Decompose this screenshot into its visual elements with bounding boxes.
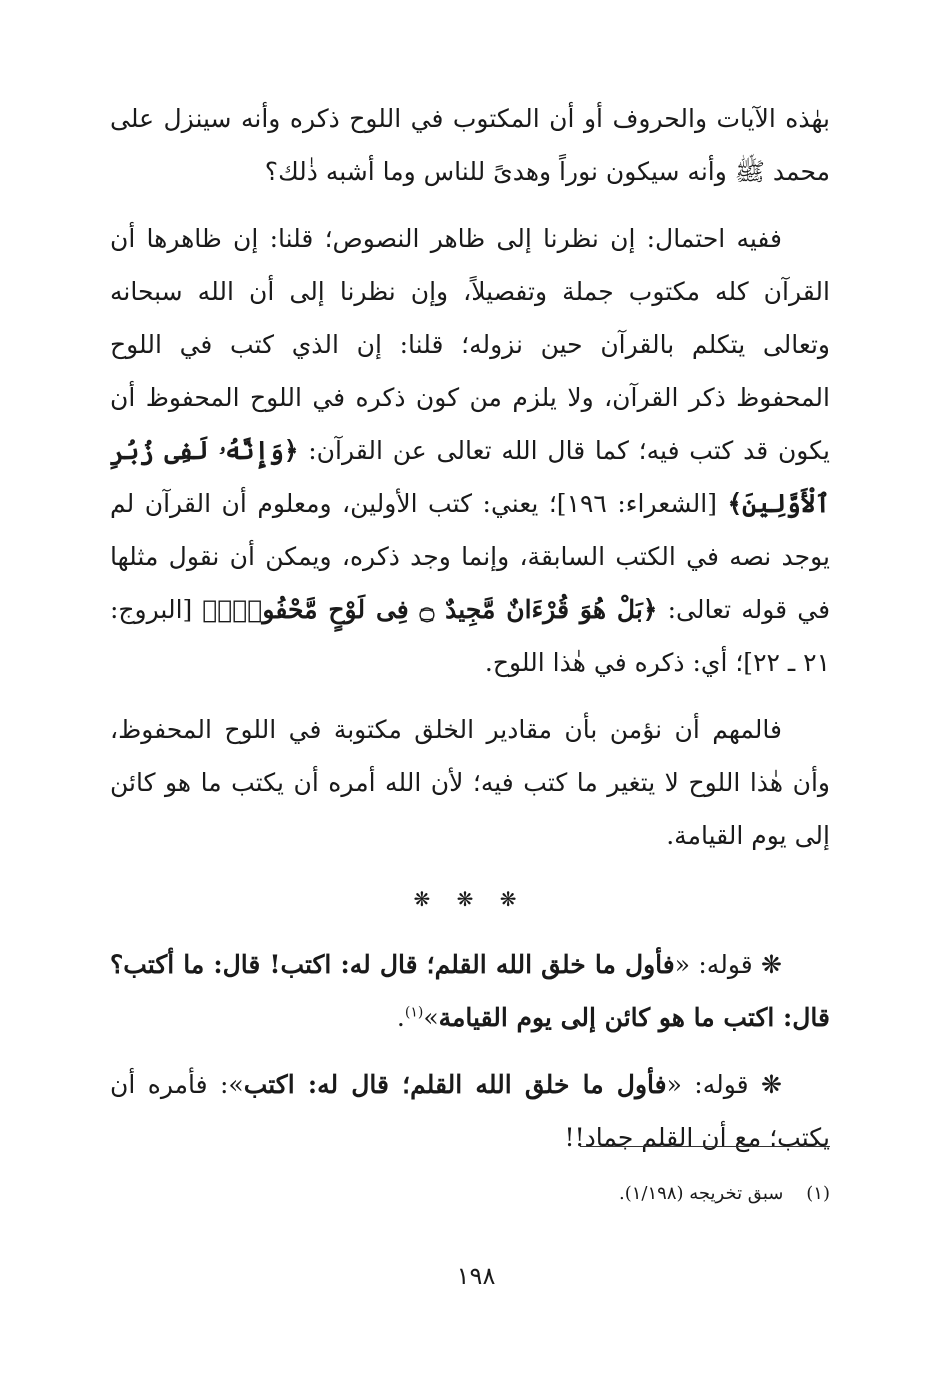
text-segment: » — [423, 1003, 439, 1032]
quran-verse: ﴿بَلْ هُوَ قُرْءَانٌ مَّجِيدٌ ۝ فِى لَوْحٍ مَّحْفُوظٍۭ﴾ — [202, 595, 658, 624]
text-segment: فأول ما خلق الله القلم؛ قال له: اكتب — [243, 1070, 667, 1099]
commentary-paragraph — [110, 1058, 830, 1164]
text-segment: ففيه احتمال: إن نظرنا إلى ظاهر النصوص؛ قلنا: إن ظاهرها أن القرآن كله مكتوب جملة وتفصيلاً، وإن نظرنا إلى أن الله سبحانه وتعالى يتكلم بالقرآن حين نزوله؛ قلنا: إن الذي كتب في اللوح المحفوظ ذكر القرآن، ولا يلزم من كون ذكره في اللوح المحفوظ أن يكون قد كتب فيه؛ كما قال الله تعالى عن القرآن: — [110, 224, 830, 465]
commentary-paragraph — [110, 938, 830, 1044]
page-number: ١٩٨ — [456, 1262, 496, 1290]
quran-verse: ﴿وَإِنَّهُۥ لَفِى زُبُرِ ٱلْأَوَّلِينَ﴾ — [110, 436, 830, 518]
footnote-marker: (١) — [806, 1183, 830, 1204]
text-segment: . — [396, 1003, 405, 1032]
page-body — [110, 92, 830, 1178]
text-segment: [الشعراء: ١٩٦]؛ يعني: كتب الأولين، ومعلوم أن القرآن لم يوجد نصه في الكتب السابقة، وإنما وجد ذكره، ويمكن أن نقول مثلها في قوله تعالى: — [110, 489, 831, 624]
body-paragraph — [110, 92, 830, 198]
footnote-reference: (١) — [404, 1004, 424, 1021]
main-text — [110, 92, 830, 862]
text-segment: »: فأمره أن يكتب؛ مع أن القلم جماد!! — [110, 1070, 830, 1152]
footnote — [230, 1180, 830, 1208]
body-paragraph — [110, 703, 830, 862]
commentary-section — [110, 938, 830, 1164]
text-segment: فالمهم أن نؤمن بأن مقادير الخلق مكتوبة في اللوح المحفوظ، وأن هٰذا اللوح لا يتغير ما كتب فيه؛ لأن الله أمره أن يكتب ما هو كائن إلى يوم القيامة. — [110, 715, 830, 850]
body-paragraph — [110, 212, 830, 689]
footnote-text: سبق تخريجه (١/١٩٨). — [619, 1183, 784, 1204]
footnote-divider — [580, 1146, 830, 1147]
text-segment: [البروج: ٢١ ـ ٢٢]؛ أي: ذكره في هٰذا اللوح. — [110, 595, 830, 677]
section-separator: ❋ ❋ ❋ — [413, 887, 527, 911]
text-segment: بهٰذه الآيات والحروف أو أن المكتوب في اللوح ذكره وأنه سينزل على محمد ﷺ وأنه سيكون نوراً وهدىً للناس وما أشبه ذٰلك؟ — [110, 104, 830, 186]
text-segment: ❋ قوله: « — [674, 950, 782, 979]
text-segment: ❋ قوله: « — [666, 1070, 782, 1099]
text-segment: فأول ما خلق الله القلم؛ قال له: اكتب! قال: ما أكتب؟ قال: اكتب ما هو كائن إلى يوم القيامة — [110, 950, 830, 1032]
